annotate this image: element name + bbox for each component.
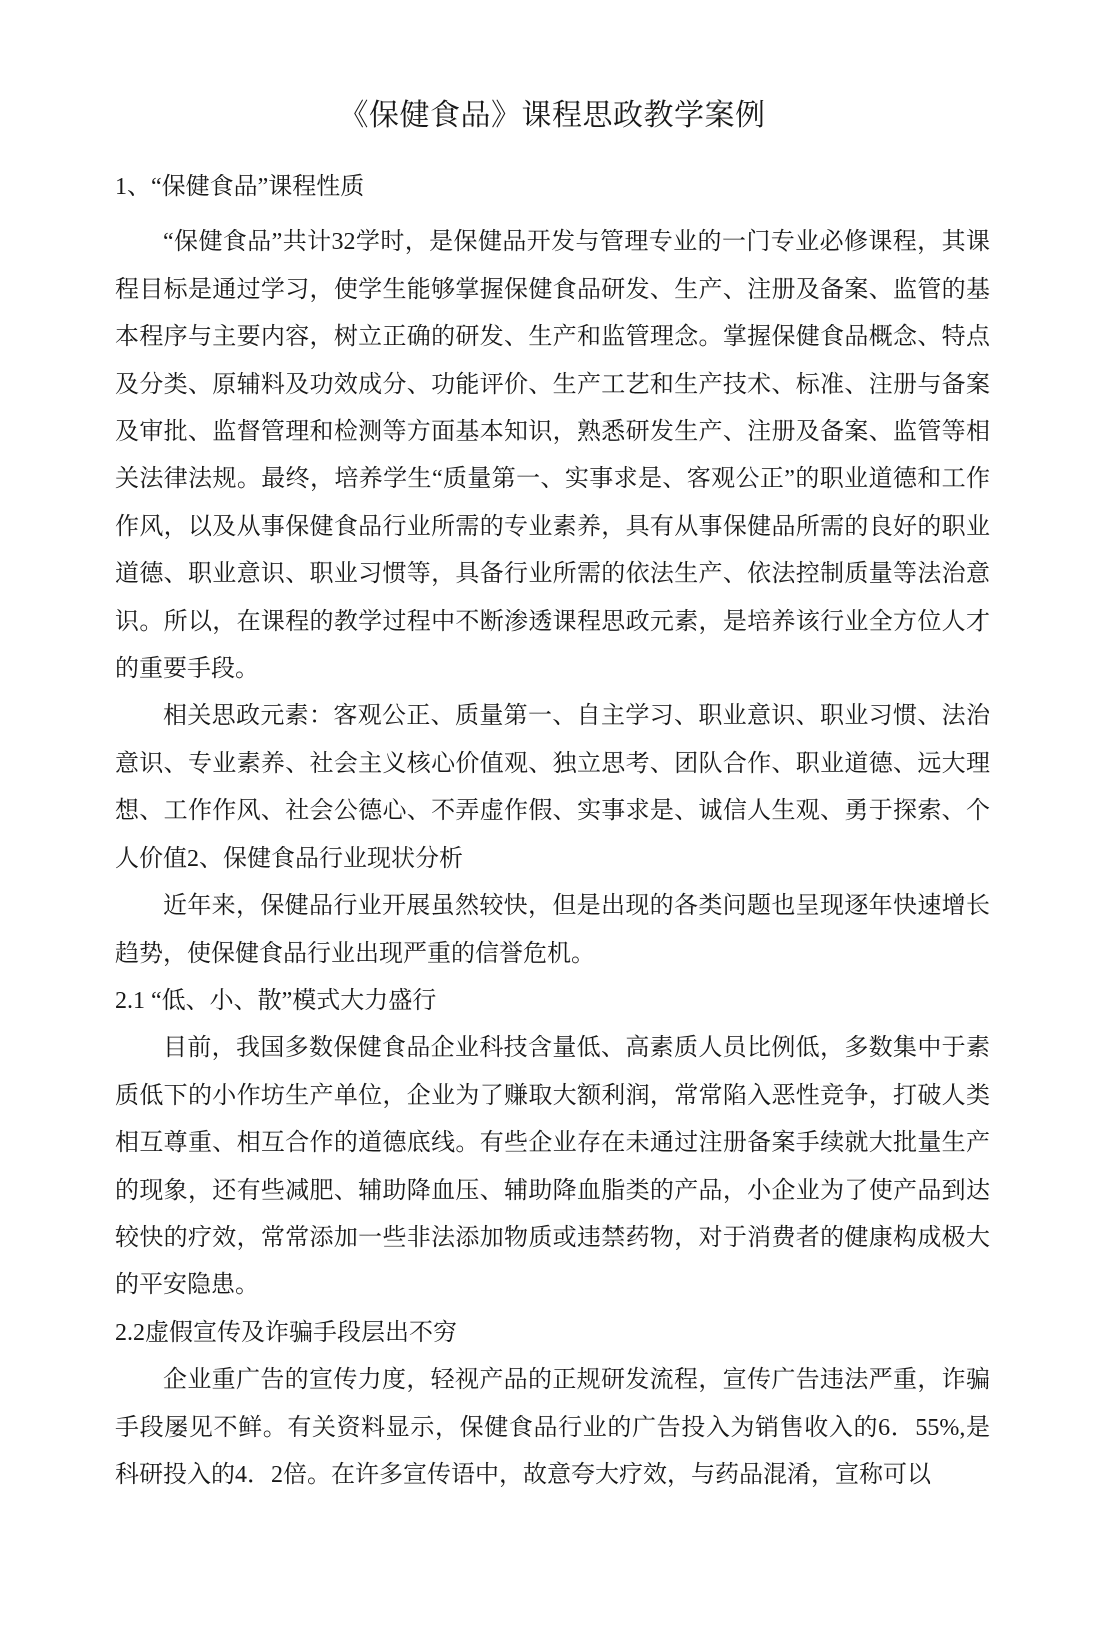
section-heading-low-small-scattered: 2.1 “低、小、散”模式大力盛行: [115, 987, 437, 1014]
section-heading-false-advertising: 2.2虚假宣传及诈骗手段层出不穷: [115, 1319, 457, 1346]
paragraph-industry-status: 近年来，保健品行业开展虽然较快，但是出现的各类问题也呈现逐年快速增长趋势，使保健食品行业出现严重的信誉危机。: [115, 893, 990, 967]
paragraph-false-advertising-detail: 企业重广告的宣传力度，轻视产品的正规研发流程，宣传广告违法严重，诈骗手段屡见不鲜。有关资料显示，保健食品行业的广告投入为销售收入的6．55%,是科研投入的4．2倍。在许多宣传语中，故意夸大疗效，与药品混淆，宣称可以: [115, 1367, 990, 1488]
paragraph-ideology-elements: 相关思政元素：客观公正、质量第一、自主学习、职业意识、职业习惯、法治意识、专业素养、社会主义核心价值观、独立思考、团队合作、职业道德、远大理想、工作作风、社会公德心、不弄虚作假、实事求是、诚信人生观、勇于探索、个人价值2、保健食品行业现状分析: [115, 703, 990, 872]
paragraph-low-small-scattered-detail: 目前，我国多数保健食品企业科技含量低、高素质人员比例低，多数集中于素质低下的小作坊生产单位，企业为了赚取大额利润，常常陷入恶性竞争，打破人类相互尊重、相互合作的道德底线。有些企业存在未通过注册备案手续就大批量生产的现象，还有些减肥、辅助降血压、辅助降血脂类的产品，小企业为了使产品到达较快的疗效，常常添加一些非法添加物质或违禁药物，对于消费者的健康构成极大的平安隐患。: [115, 1035, 990, 1299]
section-heading-course-nature: 1、“保健食品”课程性质: [115, 174, 365, 200]
document-body: [115, 164, 990, 1499]
document-title: 《保健食品》课程思政教学案例: [338, 99, 766, 132]
paragraph-course-description: “保健食品”共计32学时，是保健品开发与管理专业的一门专业必修课程，其课程目标是通过学习，使学生能够掌握保健食品研发、生产、注册及备案、监管的基本程序与主要内容，树立正确的研发、生产和监管理念。掌握保健食品概念、特点及分类、原辅料及功效成分、功能评价、生产工艺和生产技术、标准、注册与备案及审批、监督管理和检测等方面基本知识，熟悉研发生产、注册及备案、监管等相关法律法规。最终，培养学生“质量第一、实事求是、客观公正”的职业道德和工作作风，以及从事保健食品行业所需的专业素养，具有从事保健品所需的良好的职业道德、职业意识、职业习惯等，具备行业所需的依法生产、依法控制质量等法治意识。所以，在课程的教学过程中不断渗透课程思政元素，是培养该行业全方位人才的重要手段。: [115, 229, 990, 683]
